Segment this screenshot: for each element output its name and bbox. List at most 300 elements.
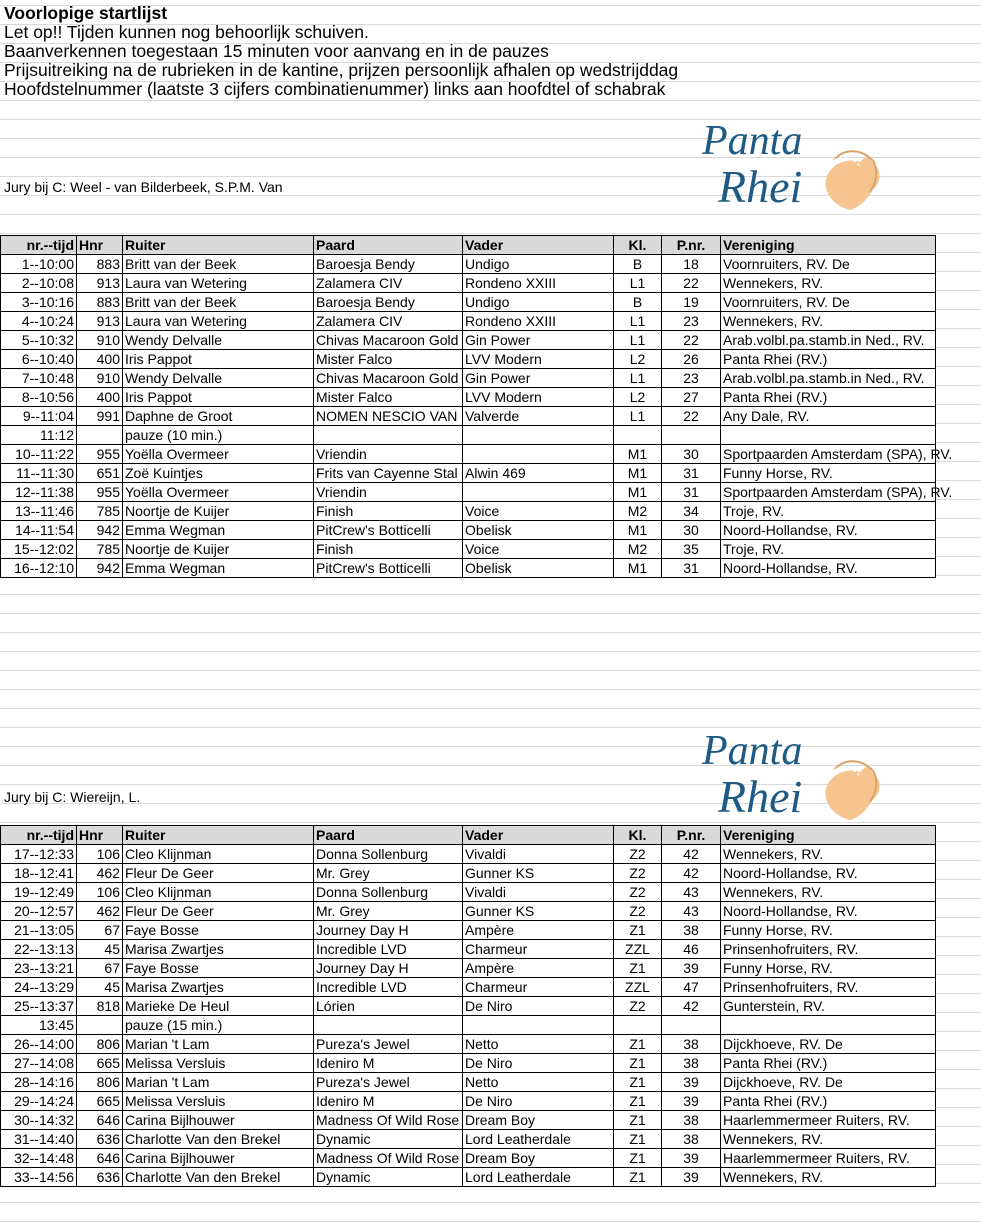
cell-test-nr: 27: [662, 388, 721, 407]
cell-horse: [314, 426, 463, 445]
cell-horse: Zalamera CIV: [314, 312, 463, 331]
cell-horse: Zalamera CIV: [314, 274, 463, 293]
cell-head-number: 883: [77, 255, 123, 274]
cell-horse: NOMEN NESCIO VAN: [314, 407, 463, 426]
cell-class: Z1: [614, 1111, 662, 1130]
cell-class: L1: [614, 331, 662, 350]
cell-rider: Britt van der Beek: [123, 293, 314, 312]
cell-rider: Noortje de Kuijer: [123, 540, 314, 559]
table-row: [1, 845, 936, 864]
table-row: [1, 388, 936, 407]
cell-head-number: 45: [77, 940, 123, 959]
panta-rhei-logo: [700, 118, 885, 214]
cell-start-nr-time: 1--10:00: [1, 255, 77, 274]
cell-test-nr: 23: [662, 312, 721, 331]
cell-rider: Cleo Klijnman: [123, 845, 314, 864]
cell-club: Haarlemmermeer Ruiters, RV.: [721, 1149, 936, 1168]
cell-sire: De Niro: [463, 1054, 614, 1073]
table-row: [1, 312, 936, 331]
cell-sire: Obelisk: [463, 559, 614, 578]
cell-test-nr: 47: [662, 978, 721, 997]
panta-rhei-logo-graphic-2: [700, 728, 885, 824]
cell-test-nr: 42: [662, 864, 721, 883]
cell-head-number: 785: [77, 502, 123, 521]
cell-start-nr-time: 7--10:48: [1, 369, 77, 388]
cell-rider: Marieke De Heul: [123, 997, 314, 1016]
cell-start-nr-time: 32--14:48: [1, 1149, 77, 1168]
cell-rider: pauze (10 min.): [123, 426, 314, 445]
cell-rider: Charlotte Van den Brekel: [123, 1168, 314, 1187]
cell-head-number: 806: [77, 1073, 123, 1092]
table-header-row: [1, 236, 936, 255]
cell-rider: Laura van Wetering: [123, 274, 314, 293]
cell-start-nr-time: 9--11:04: [1, 407, 77, 426]
cell-horse: Ideniro M: [314, 1092, 463, 1111]
cell-start-nr-time: 16--12:10: [1, 559, 77, 578]
cell-head-number: 106: [77, 883, 123, 902]
cell-rider: Faye Bosse: [123, 921, 314, 940]
cell-sire: LVV Modern: [463, 350, 614, 369]
cell-test-nr: 38: [662, 921, 721, 940]
cell-class: L2: [614, 350, 662, 369]
cell-start-nr-time: 11:12: [1, 426, 77, 445]
cell-rider: Carina Bijlhouwer: [123, 1111, 314, 1130]
cell-rider: Yoëlla Overmeer: [123, 445, 314, 464]
cell-test-nr: 22: [662, 407, 721, 426]
cell-head-number: 462: [77, 864, 123, 883]
cell-sire: Netto: [463, 1035, 614, 1054]
column-header-rider: Ruiter: [123, 236, 314, 255]
table-row: [1, 921, 936, 940]
column-header-head-number: Hnr: [77, 826, 123, 845]
cell-start-nr-time: 25--13:37: [1, 997, 77, 1016]
cell-sire: Dream Boy: [463, 1111, 614, 1130]
cell-rider: Melissa Versluis: [123, 1054, 314, 1073]
cell-rider: Emma Wegman: [123, 521, 314, 540]
table-row: [1, 255, 936, 274]
cell-start-nr-time: 6--10:40: [1, 350, 77, 369]
column-header-horse: Paard: [314, 826, 463, 845]
cell-club: Prinsenhofruiters, RV.: [721, 940, 936, 959]
cell-head-number: 955: [77, 483, 123, 502]
cell-sire: [463, 1016, 614, 1035]
cell-head-number: [77, 426, 123, 445]
cell-head-number: 913: [77, 274, 123, 293]
cell-club: Voornruiters, RV. De: [721, 255, 936, 274]
cell-start-nr-time: 22--13:13: [1, 940, 77, 959]
cell-horse: Chivas Macaroon Gold: [314, 331, 463, 350]
cell-head-number: 636: [77, 1168, 123, 1187]
cell-horse: Ideniro M: [314, 1054, 463, 1073]
cell-rider: Iris Pappot: [123, 388, 314, 407]
cell-club: Voornruiters, RV. De: [721, 293, 936, 312]
cell-horse: Baroesja Bendy: [314, 293, 463, 312]
cell-horse: Mr. Grey: [314, 902, 463, 921]
cell-test-nr: 43: [662, 902, 721, 921]
cell-head-number: 400: [77, 350, 123, 369]
cell-class: L2: [614, 388, 662, 407]
cell-class: M2: [614, 502, 662, 521]
cell-horse: Journey Day H: [314, 959, 463, 978]
cell-head-number: 646: [77, 1111, 123, 1130]
cell-head-number: 106: [77, 845, 123, 864]
cell-class: Z1: [614, 1168, 662, 1187]
table-row: [1, 940, 936, 959]
cell-test-nr: 39: [662, 1092, 721, 1111]
cell-sire: Voice: [463, 502, 614, 521]
cell-sire: Netto: [463, 1073, 614, 1092]
cell-head-number: 910: [77, 369, 123, 388]
cell-head-number: 785: [77, 540, 123, 559]
cell-start-nr-time: 12--11:38: [1, 483, 77, 502]
cell-club: Wennekers, RV.: [721, 1130, 936, 1149]
cell-club: Dijckhoeve, RV. De: [721, 1035, 936, 1054]
cell-test-nr: 31: [662, 559, 721, 578]
cell-club: Prinsenhofruiters, RV.: [721, 978, 936, 997]
cell-club: Noord-Hollandse, RV.: [721, 559, 936, 578]
cell-sire: [463, 445, 614, 464]
table-row: [1, 959, 936, 978]
table-row: [1, 902, 936, 921]
cell-rider: Emma Wegman: [123, 559, 314, 578]
table-row: [1, 1130, 936, 1149]
cell-start-nr-time: 11--11:30: [1, 464, 77, 483]
cell-club: Gunterstein, RV.: [721, 997, 936, 1016]
table-row: [1, 274, 936, 293]
cell-horse: Mr. Grey: [314, 864, 463, 883]
table-row: [1, 502, 936, 521]
panta-rhei-logo-2: [700, 728, 885, 824]
cell-head-number: 942: [77, 559, 123, 578]
cell-club: Funny Horse, RV.: [721, 464, 936, 483]
cell-club: Noord-Hollandse, RV.: [721, 521, 936, 540]
cell-start-nr-time: 21--13:05: [1, 921, 77, 940]
logo-word-panta-2: Panta: [702, 728, 803, 774]
cell-sire: Undigo: [463, 255, 614, 274]
cell-class: M1: [614, 483, 662, 502]
cell-club: Wennekers, RV.: [721, 274, 936, 293]
table-row: [1, 483, 936, 502]
column-header-horse: Paard: [314, 236, 463, 255]
column-header-test-nr: P.nr.: [662, 826, 721, 845]
cell-head-number: 806: [77, 1035, 123, 1054]
cell-sire: Obelisk: [463, 521, 614, 540]
cell-horse: [314, 1016, 463, 1035]
cell-club: Any Dale, RV.: [721, 407, 936, 426]
cell-test-nr: [662, 1016, 721, 1035]
cell-club: Panta Rhei (RV.): [721, 1054, 936, 1073]
pause-row: [1, 426, 936, 445]
cell-start-nr-time: 29--14:24: [1, 1092, 77, 1111]
column-header-rider: Ruiter: [123, 826, 314, 845]
cell-rider: Charlotte Van den Brekel: [123, 1130, 314, 1149]
table-row: [1, 331, 936, 350]
cell-test-nr: 23: [662, 369, 721, 388]
cell-head-number: 636: [77, 1130, 123, 1149]
table-row: [1, 445, 936, 464]
cell-sire: Dream Boy: [463, 1149, 614, 1168]
cell-sire: Gin Power: [463, 369, 614, 388]
column-header-head-number: Hnr: [77, 236, 123, 255]
cell-head-number: 67: [77, 959, 123, 978]
cell-start-nr-time: 31--14:40: [1, 1130, 77, 1149]
cell-head-number: 818: [77, 997, 123, 1016]
cell-club: [721, 1016, 936, 1035]
cell-test-nr: 46: [662, 940, 721, 959]
cell-club: [721, 426, 936, 445]
cell-class: [614, 426, 662, 445]
cell-test-nr: 19: [662, 293, 721, 312]
cell-horse: Lórien: [314, 997, 463, 1016]
cell-test-nr: 38: [662, 1054, 721, 1073]
cell-head-number: 665: [77, 1092, 123, 1111]
cell-class: Z1: [614, 1149, 662, 1168]
cell-sire: Charmeur: [463, 940, 614, 959]
cell-class: M1: [614, 559, 662, 578]
cell-test-nr: 43: [662, 883, 721, 902]
cell-class: Z1: [614, 1073, 662, 1092]
table-row: [1, 369, 936, 388]
cell-rider: Daphne de Groot: [123, 407, 314, 426]
cell-class: M1: [614, 521, 662, 540]
cell-sire: Lord Leatherdale: [463, 1130, 614, 1149]
cell-horse: Incredible LVD: [314, 978, 463, 997]
table-header-row: [1, 826, 936, 845]
cell-head-number: 462: [77, 902, 123, 921]
cell-horse: Dynamic: [314, 1168, 463, 1187]
cell-start-nr-time: 27--14:08: [1, 1054, 77, 1073]
cell-rider: pauze (15 min.): [123, 1016, 314, 1035]
cell-head-number: 910: [77, 331, 123, 350]
cell-class: ZZL: [614, 978, 662, 997]
column-header-test-nr: P.nr.: [662, 236, 721, 255]
cell-class: B: [614, 255, 662, 274]
cell-start-nr-time: 18--12:41: [1, 864, 77, 883]
table-row: [1, 864, 936, 883]
cell-rider: Marisa Zwartjes: [123, 940, 314, 959]
cell-rider: Wendy Delvalle: [123, 369, 314, 388]
cell-rider: Zoë Kuintjes: [123, 464, 314, 483]
cell-horse: Donna Sollenburg: [314, 883, 463, 902]
cell-club: Haarlemmermeer Ruiters, RV.: [721, 1111, 936, 1130]
cell-head-number: 67: [77, 921, 123, 940]
cell-start-nr-time: 13:45: [1, 1016, 77, 1035]
cell-test-nr: [662, 426, 721, 445]
jury-label-section-2: Jury bij C: Wiereijn, L.: [4, 789, 141, 805]
cell-club: Panta Rhei (RV.): [721, 388, 936, 407]
column-header-sire: Vader: [463, 236, 614, 255]
cell-start-nr-time: 13--11:46: [1, 502, 77, 521]
cell-test-nr: 30: [662, 521, 721, 540]
cell-class: M1: [614, 445, 662, 464]
startlist-table-section-1: [0, 235, 953, 578]
header-notes: [4, 4, 678, 99]
cell-start-nr-time: 23--13:21: [1, 959, 77, 978]
cell-class: Z1: [614, 959, 662, 978]
cell-horse: Frits van Cayenne Stal: [314, 464, 463, 483]
cell-class: Z2: [614, 845, 662, 864]
cell-club: Dijckhoeve, RV. De: [721, 1073, 936, 1092]
cell-class: ZZL: [614, 940, 662, 959]
cell-horse: Chivas Macaroon Gold: [314, 369, 463, 388]
cell-sire: De Niro: [463, 1092, 614, 1111]
table-row: [1, 1092, 936, 1111]
cell-test-nr: 38: [662, 1035, 721, 1054]
column-header-start-nr-time: nr.--tijd: [1, 826, 77, 845]
table-row: [1, 540, 936, 559]
cell-sire: Charmeur: [463, 978, 614, 997]
cell-head-number: 45: [77, 978, 123, 997]
cell-test-nr: 31: [662, 464, 721, 483]
cell-club: Sportpaarden Amsterdam (SPA), RV.: [721, 483, 936, 502]
cell-sire: Gin Power: [463, 331, 614, 350]
notice-line-3: Prijsuitreiking na de rubrieken in de kantine, prijzen persoonlijk afhalen op wedstrijddag: [4, 60, 679, 80]
cell-club: Funny Horse, RV.: [721, 921, 936, 940]
notice-line-4: Hoofdstelnummer (laatste 3 cijfers combinatienummer) links aan hoofdtel of schabrak: [4, 79, 666, 99]
page-title: Voorlopige startlijst: [4, 3, 168, 23]
logo-word-rhei-2: Rhei: [718, 771, 803, 822]
cell-head-number: 883: [77, 293, 123, 312]
cell-sire: Vivaldi: [463, 883, 614, 902]
cell-club: Panta Rhei (RV.): [721, 1092, 936, 1111]
cell-start-nr-time: 2--10:08: [1, 274, 77, 293]
column-header-club: Vereniging: [721, 236, 936, 255]
cell-sire: Undigo: [463, 293, 614, 312]
cell-start-nr-time: 28--14:16: [1, 1073, 77, 1092]
cell-horse: Vriendin: [314, 483, 463, 502]
cell-rider: Cleo Klijnman: [123, 883, 314, 902]
cell-rider: Iris Pappot: [123, 350, 314, 369]
cell-horse: Madness Of Wild Rose: [314, 1149, 463, 1168]
cell-horse: Baroesja Bendy: [314, 255, 463, 274]
jury-label-section-1: Jury bij C: Weel - van Bilderbeek, S.P.M. Van: [4, 179, 283, 195]
cell-start-nr-time: 5--10:32: [1, 331, 77, 350]
cell-test-nr: 39: [662, 1168, 721, 1187]
table-row: [1, 521, 936, 540]
cell-test-nr: 35: [662, 540, 721, 559]
cell-club: Panta Rhei (RV.): [721, 350, 936, 369]
cell-start-nr-time: 26--14:00: [1, 1035, 77, 1054]
cell-horse: PitCrew's Botticelli: [314, 559, 463, 578]
cell-sire: Ampère: [463, 959, 614, 978]
table-row: [1, 883, 936, 902]
cell-horse: Finish: [314, 502, 463, 521]
cell-start-nr-time: 17--12:33: [1, 845, 77, 864]
cell-head-number: 991: [77, 407, 123, 426]
cell-sire: Lord Leatherdale: [463, 1168, 614, 1187]
cell-sire: Rondeno XXIII: [463, 274, 614, 293]
cell-start-nr-time: 4--10:24: [1, 312, 77, 331]
column-header-sire: Vader: [463, 826, 614, 845]
cell-class: Z2: [614, 883, 662, 902]
cell-start-nr-time: 15--12:02: [1, 540, 77, 559]
cell-sire: Voice: [463, 540, 614, 559]
notice-line-1: Let op!! Tijden kunnen nog behoorlijk schuiven.: [4, 22, 369, 42]
logo-word-rhei: Rhei: [718, 161, 803, 212]
cell-start-nr-time: 3--10:16: [1, 293, 77, 312]
cell-start-nr-time: 33--14:56: [1, 1168, 77, 1187]
cell-head-number: 942: [77, 521, 123, 540]
cell-start-nr-time: 20--12:57: [1, 902, 77, 921]
cell-start-nr-time: 30--14:32: [1, 1111, 77, 1130]
cell-test-nr: 38: [662, 1130, 721, 1149]
cell-start-nr-time: 8--10:56: [1, 388, 77, 407]
cell-class: M2: [614, 540, 662, 559]
cell-rider: Laura van Wetering: [123, 312, 314, 331]
cell-rider: Faye Bosse: [123, 959, 314, 978]
notice-line-2: Baanverkennen toegestaan 15 minuten voor aanvang en in de pauzes: [4, 41, 549, 61]
column-header-start-nr-time: nr.--tijd: [1, 236, 77, 255]
cell-sire: Gunner KS: [463, 864, 614, 883]
cell-test-nr: 39: [662, 959, 721, 978]
table-row: [1, 1035, 936, 1054]
table-row: [1, 464, 936, 483]
table-row: [1, 978, 936, 997]
cell-class: Z1: [614, 921, 662, 940]
cell-test-nr: 38: [662, 1111, 721, 1130]
cell-club: Wennekers, RV.: [721, 1168, 936, 1187]
cell-class: [614, 1016, 662, 1035]
cell-club: Sportpaarden Amsterdam (SPA), RV.: [721, 445, 936, 464]
cell-class: Z2: [614, 902, 662, 921]
column-header-class: Kl.: [614, 236, 662, 255]
cell-class: M1: [614, 464, 662, 483]
cell-horse: Pureza's Jewel: [314, 1035, 463, 1054]
cell-horse: Dynamic: [314, 1130, 463, 1149]
cell-horse: Vriendin: [314, 445, 463, 464]
cell-test-nr: 18: [662, 255, 721, 274]
cell-sire: De Niro: [463, 997, 614, 1016]
cell-head-number: [77, 1016, 123, 1035]
cell-class: Z2: [614, 997, 662, 1016]
cell-sire: Vivaldi: [463, 845, 614, 864]
cell-horse: Pureza's Jewel: [314, 1073, 463, 1092]
cell-class: L1: [614, 369, 662, 388]
cell-horse: PitCrew's Botticelli: [314, 521, 463, 540]
table-row: [1, 293, 936, 312]
table-row: [1, 1149, 936, 1168]
cell-head-number: 665: [77, 1054, 123, 1073]
cell-club: Wennekers, RV.: [721, 845, 936, 864]
table-row: [1, 407, 936, 426]
table-row: [1, 350, 936, 369]
cell-class: Z1: [614, 1054, 662, 1073]
cell-rider: Marisa Zwartjes: [123, 978, 314, 997]
cell-test-nr: 39: [662, 1073, 721, 1092]
column-header-class: Kl.: [614, 826, 662, 845]
cell-test-nr: 31: [662, 483, 721, 502]
cell-start-nr-time: 24--13:29: [1, 978, 77, 997]
cell-sire: [463, 426, 614, 445]
cell-sire: Alwin 469: [463, 464, 614, 483]
cell-horse: Mister Falco: [314, 350, 463, 369]
cell-class: Z1: [614, 1130, 662, 1149]
cell-sire: LVV Modern: [463, 388, 614, 407]
cell-head-number: 913: [77, 312, 123, 331]
cell-class: Z1: [614, 1092, 662, 1111]
cell-horse: Mister Falco: [314, 388, 463, 407]
cell-test-nr: 34: [662, 502, 721, 521]
table-row: [1, 559, 936, 578]
cell-head-number: 646: [77, 1149, 123, 1168]
cell-rider: Marian 't Lam: [123, 1035, 314, 1054]
cell-sire: Gunner KS: [463, 902, 614, 921]
cell-class: B: [614, 293, 662, 312]
cell-class: L1: [614, 312, 662, 331]
cell-test-nr: 30: [662, 445, 721, 464]
cell-club: Wennekers, RV.: [721, 312, 936, 331]
cell-class: Z2: [614, 864, 662, 883]
